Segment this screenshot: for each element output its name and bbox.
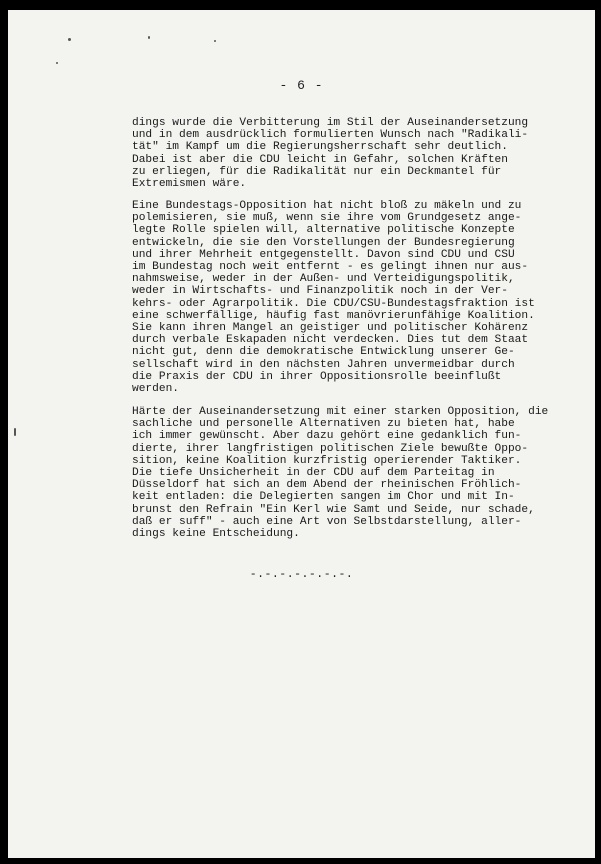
page-number: - 6 - <box>279 78 324 93</box>
scan-speck <box>56 62 58 64</box>
scan-speck <box>148 36 150 39</box>
paragraph-3: Härte der Auseinandersetzung mit einer starken Opposition, die sachliche und personelle Alternativen zu bieten hat, habe ich immer gewünscht. Aber dazu gehört eine gedanklich fun- dierte, ihrer langfristigen politischen Ziele bewußte Oppo- sition, keine Koalition kurzfristig operierender Taktiker. Die tiefe Unsicherheit in der CDU auf dem Parteitag in Düsseldorf hat sich an dem Abend der rheinischen Fröhlich- keit entladen: die Delegierten sangen im Chor und mit In- brunst den Refrain "Ein Kerl wie Samt und Seide, nur schade, daß er suff" - auch eine Art von Selbstdarstellung, aller- dings keine Entscheidung. <box>132 406 549 541</box>
paragraph-2: Eine Bundestags-Opposition hat nicht bloß zu mäkeln und zu polemisieren, sie muß, wenn sie ihre vom Grundgesetz ange- legte Rolle spielen will, alternative politische Konzepte entwickeln, die sie den Vorstellungen der Bundesregierung und ihrer Mehrheit entgegenstellt. Davon sind CDU und CSU im Bundestag noch weit entfernt - es gelingt ihnen nur aus- nahmsweise, weder in der Außen- und Verteidigungspolitik, weder in Wirtschafts- und Finanzpolitik noch in der Ver- kehrs- oder Agrarpolitik. Die CDU/CSU-Bundestagsfraktion ist eine schwerfällige, häufig fast manövrierunfähige Koalition. Sie kann ihren Mangel an geistiger und politischer Kohärenz durch verbale Eskapaden nicht verdecken. Dies tut dem Staat nicht gut, denn die demokratische Entwicklung unserer Ge- sellschaft wird in den nächsten Jahren unvermeidbar durch die Praxis der CDU in ihrer Oppositionsrolle beeinflußt werden. <box>132 200 535 396</box>
document-page <box>8 10 595 858</box>
paragraph-1: dings wurde die Verbitterung im Stil der Auseinandersetzung und in dem ausdrücklich formulierten Wunsch nach "Radikali- tät" im Kampf um die Regierungsherrschaft sehr deutlich. Dabei ist aber die CDU leicht in Gefahr, solchen Kräften zu erliegen, für die Radikalität nur ein Deckmantel für Extremismen wäre. <box>132 117 529 191</box>
scan-speck <box>14 428 16 436</box>
scan-speck <box>68 38 71 41</box>
end-mark: -.-.-.-.-.-.-. <box>249 568 354 581</box>
scan-speck <box>214 40 216 42</box>
